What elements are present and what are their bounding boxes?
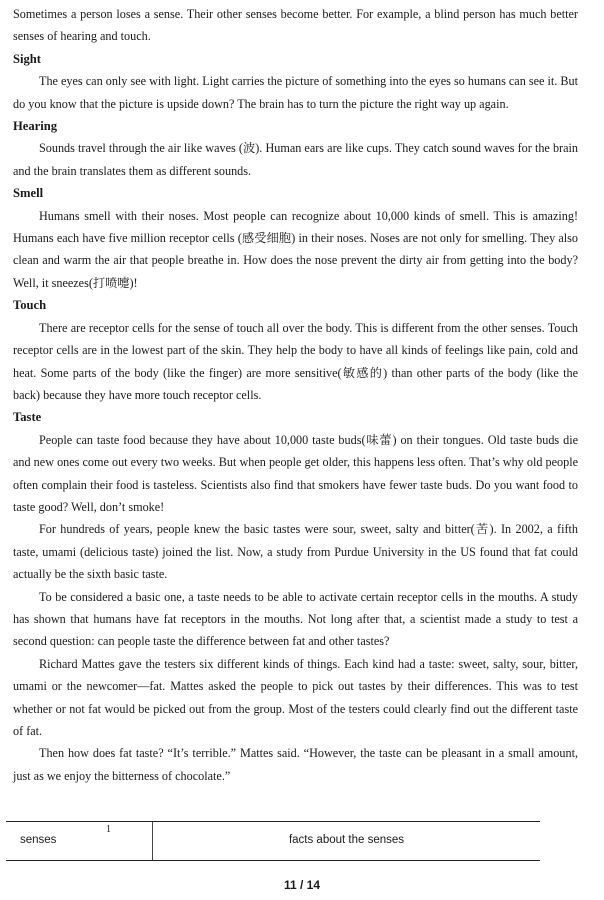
smell-paragraph: Humans smell with their noses. Most people can recognize about 10,000 kinds of smell. This is amazing! Humans each have five million receptor cells (感受细胞) in their noses. Noses are not only for smelling. They also clean and warm the air that people breathe in. How does the nose prevent the dirty air from getting into the body? Well, it sneezes(打喷嚏)! [13, 208, 578, 290]
heading-hearing: Hearing [13, 119, 58, 134]
heading-touch: Touch [13, 298, 47, 313]
taste-paragraph-1: People can taste food because they have about 10,000 taste buds(味蕾) on their tongues. Old taste buds die and new ones come out every two weeks. But when people get older, this happens less often. That’s why old people often complain their food is tasteless. Scientists also find that smokers have fewer taste buds. Do you want food to taste good? Well, don’t smoke! [13, 432, 578, 514]
intro-paragraph: Sometimes a person loses a sense. Their other senses become better. For example, a blind person has much better senses of hearing and touch. [13, 7, 578, 44]
table-header-senses: senses [20, 834, 57, 846]
document-body [13, 3, 578, 787]
hearing-paragraph: Sounds travel through the air like waves (波). Human ears are like cups. They catch sound waves for the brain and the brain translates them as different sounds. [13, 141, 578, 178]
heading-sight: Sight [13, 51, 41, 66]
page-number: 11 / 14 [283, 878, 321, 892]
senses-table [6, 821, 540, 861]
table-cell-facts [153, 822, 540, 860]
table-header-facts: facts about the senses [288, 834, 405, 846]
heading-smell: Smell [13, 186, 44, 201]
table-blank-marker: 1 [106, 824, 111, 835]
taste-paragraph-2: For hundreds of years, people knew the basic tastes were sour, sweet, salty and bitter(苦). In 2002, a fifth taste, umami (delicious taste) joined the list. Now, a study from Purdue University in the US found that fat could actually be the sixth basic taste. [13, 522, 578, 582]
heading-taste: Taste [13, 410, 42, 425]
touch-paragraph: There are receptor cells for the sense of touch all over the body. This is different from the other senses. Touch receptor cells are in the lowest part of the skin. They help the body to have all kinds of feelings like pain, cold and heat. Some parts of the body (like the finger) are more sensitive(敏感的) than other parts of the body (like the back) because they have more touch receptor cells. [13, 320, 578, 402]
taste-paragraph-5: Then how does fat taste? “It’s terrible.” Mattes said. “However, the taste can be pleasant in a small amount, just as we enjoy the bitterness of chocolate.” [13, 746, 578, 783]
taste-paragraph-3: To be considered a basic one, a taste needs to be able to activate certain receptor cells in the mouths. A study has shown that humans have fat receptors in the mouths. Not long after that, a scientist made a study to test a second question: can people taste the difference between fat and other tastes? [13, 589, 578, 649]
table-cell-senses [6, 822, 153, 860]
sight-paragraph: The eyes can only see with light. Light carries the picture of something into the eyes so humans can see it. But do you know that the picture is upside down? The brain has to turn the picture the right way up again. [13, 74, 578, 111]
taste-paragraph-4: Richard Mattes gave the testers six different kinds of things. Each kind had a taste: sweet, salty, sour, bitter, umami or the newcomer—fat. Mattes asked the people to pick out tastes by their differences. This was to test whether or not fat would be picked out from the group. Most of the testers could clearly find out the different taste of fat. [13, 656, 578, 738]
